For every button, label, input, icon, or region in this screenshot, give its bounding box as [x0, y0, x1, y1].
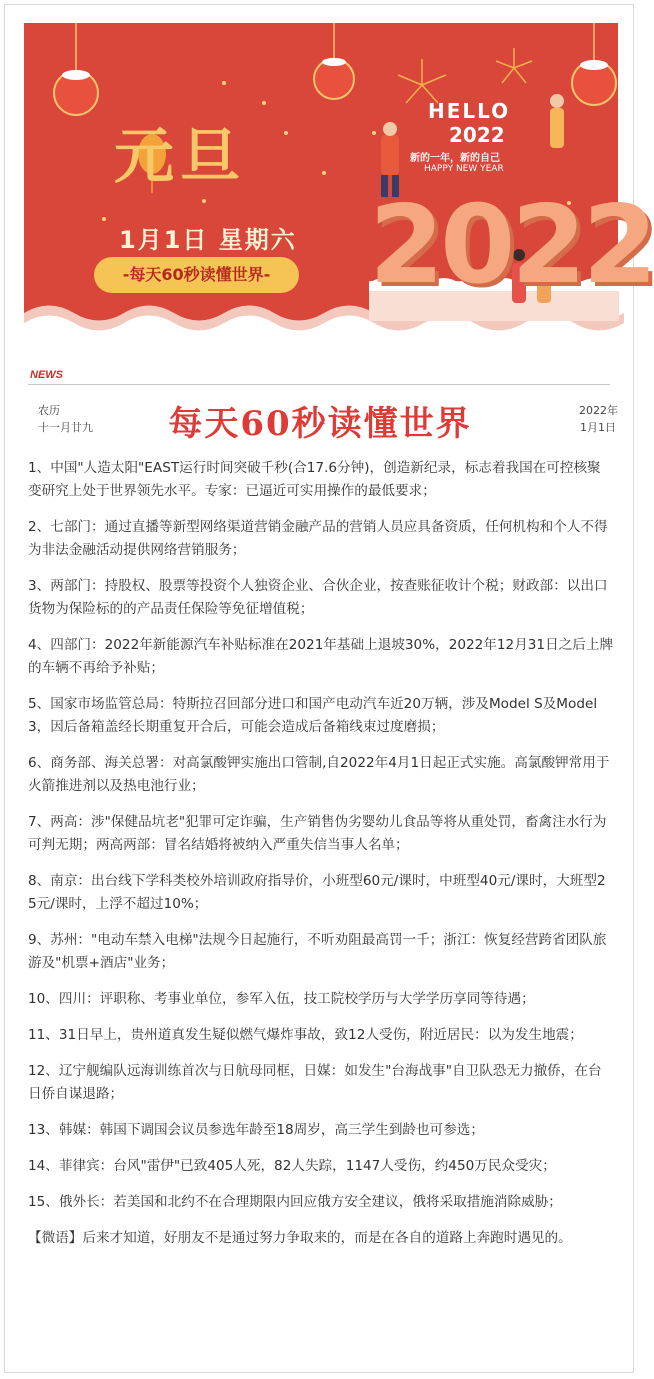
- news-label: NEWS: [30, 369, 63, 381]
- news-item: 12、辽宁舰编队远海训练首次与日航母同框，日媒：如发生"台海战事"自卫队恐无力撤侨，在台日侨自谋退路；: [28, 1063, 602, 1102]
- news-item: 5、国家市场监管总局：特斯拉召回部分进口和国产电动汽车近20万辆，涉及Model S及Model 3，因后备箱盖经长期重复开合后，可能会造成后备箱线束过度磨损；: [28, 696, 598, 735]
- news-item: 11、31日早上，贵州道真发生疑似燃气爆炸事故，致12人受伤，附近居民：以为发生地震；: [28, 1027, 583, 1043]
- lunar-date: 十一月廿九: [38, 421, 93, 434]
- banner-year-small: 2022: [449, 123, 505, 147]
- new-year-banner: [24, 23, 654, 354]
- news-item: 9、苏州："电动车禁入电梯"法规今日起施行，不听劝阻最高罚一千；浙江：恢复经营跨省团队旅游及"机票+酒店"业务；: [28, 932, 607, 971]
- news-item: 4、四部门：2022年新能源汽车补贴标准在2021年基础上退坡30%，2022年12月31日之后上牌的车辆不再给予补贴；: [28, 637, 614, 676]
- news-item: 3、两部门：持股权、股票等投资个人独资企业、合伙企业，按查账征收计个税；财政部：以出口货物为保险标的的产品责任保险等免征增值税；: [28, 578, 608, 617]
- news-item: 14、菲律宾：台风"雷伊"已致405人死，82人失踪，1147人受伤，约450万民众受灾；: [28, 1158, 556, 1174]
- date-year: 2022年: [579, 404, 618, 417]
- news-item: 2、七部门：通过直播等新型网络渠道营销金融产品的营销人员应具备资质，任何机构和个人不得为非法金融活动提供网络营销服务；: [28, 519, 608, 558]
- banner-slogan-pill: -每天60秒读懂世界-: [94, 257, 299, 293]
- banner-hello: HELLO: [428, 99, 511, 123]
- news-item: 15、俄外长：若美国和北约不在合理期限内回应俄方安全建议，俄将采取措施消除威胁；: [28, 1194, 562, 1210]
- news-item: 6、商务部、海关总署：对高氯酸钾实施出口管制,自2022年4月1日起正式实施。高氯酸钾常用于火箭推进剂以及热电池行业；: [28, 755, 610, 794]
- weiyu-quote: 【微语】后来才知道，好朋友不是通过努力争取来的，而是在各自的道路上奔跑时遇见的。: [28, 1230, 572, 1246]
- banner-date: 1月1日 星期六: [119, 226, 297, 254]
- news-item: 1、中国"人造太阳"EAST运行时间突破千秒(合17.6分钟)，创造新纪录，标志着我国在可控核聚变研究上处于世界领先水平。专家：已逼近可实用操作的最低要求；: [28, 460, 601, 499]
- news-item: 7、两高：涉"保健品坑老"犯罪可定诈骗，生产销售伪劣婴幼儿食品等将从重处罚，畜禽注水行为可判无期；两高两部：冒名结婚将被纳入严重失信当事人名单；: [28, 814, 607, 853]
- news-item: 8、南京：出台线下学科类校外培训政府指导价，小班型60元/课时，中班型40元/课时，大班型25元/课时，上浮不超过10%；: [28, 873, 606, 912]
- banner-happy-new-year: HAPPY NEW YEAR: [424, 164, 504, 174]
- news-item: 13、韩媒：韩国下调国会议员参选年龄至18周岁，高三学生到龄也可参选；: [28, 1122, 484, 1138]
- news-divider: [28, 384, 610, 385]
- lunar-label: 农历: [38, 404, 60, 417]
- banner-big-year: 2022: [369, 183, 654, 308]
- date-month-day: 1月1日: [580, 421, 616, 434]
- news-list: [28, 457, 614, 1250]
- banner-slogan: 新的一年，新的自己: [410, 153, 500, 164]
- banner-headline: 元旦: [114, 122, 246, 192]
- news-item: 10、四川：评职称、考事业单位，参军入伍，技工院校学历与大学学历享同等待遇；: [28, 991, 535, 1007]
- page-title: 每天60秒读懂世界: [168, 404, 472, 444]
